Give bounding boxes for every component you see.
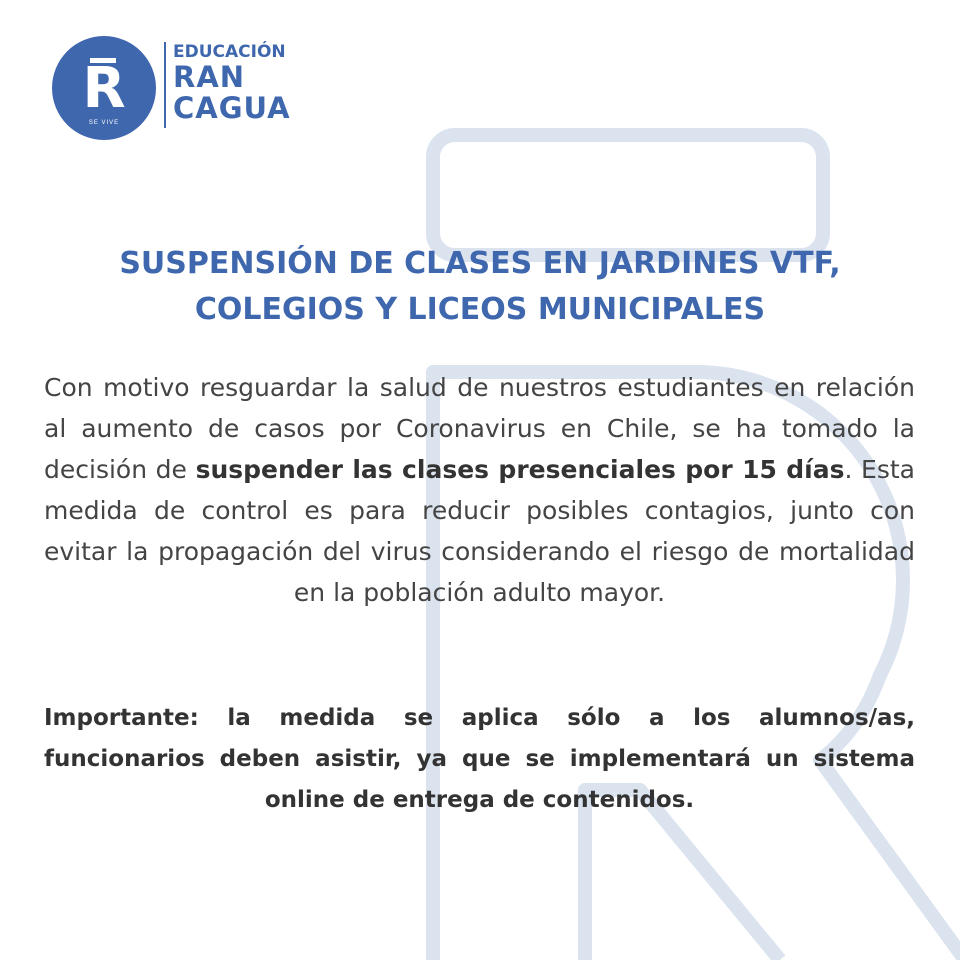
logo-r-emblem-icon	[52, 36, 156, 140]
title-line-1: SUSPENSIÓN DE CLASES EN JARDINES VTF,	[119, 246, 841, 281]
title-line-2: COLEGIOS Y LICEOS MUNICIPALES	[194, 292, 766, 327]
logo-line-ran: RAN	[173, 60, 246, 94]
logo-r-letter: R	[82, 56, 126, 121]
logo-tagline: SE VIVE	[88, 120, 120, 126]
body-text-part-2: . Esta medida de control es para reducir posibles contagios, junto con evitar la propagación del virus considerando el riesgo de mortalidad en la población adulto mayor.	[44, 455, 916, 607]
watermark-bar-shape	[433, 135, 823, 255]
announcement-body	[44, 367, 915, 613]
body-text-part-1: Con motivo resguardar la salud de nuestros estudiantes en relación al aumento de casos por Coronavirus en Chile, se ha tomado la decisión de	[44, 373, 915, 484]
logo-wordmark	[173, 42, 291, 124]
important-notice: Importante: la medida se aplica sólo a los alumnos/as, funcionarios deben asistir, ya que se implementará un sistema online de entrega de contenidos.	[44, 705, 915, 813]
body-text-bold: suspender las clases presenciales por 15 días	[195, 455, 845, 484]
logo-line-cagua: CAGUA	[173, 91, 291, 125]
logo-line-educacion: EDUCACIÓN	[173, 42, 286, 62]
logo-divider	[164, 42, 166, 128]
page-title	[30, 241, 930, 333]
